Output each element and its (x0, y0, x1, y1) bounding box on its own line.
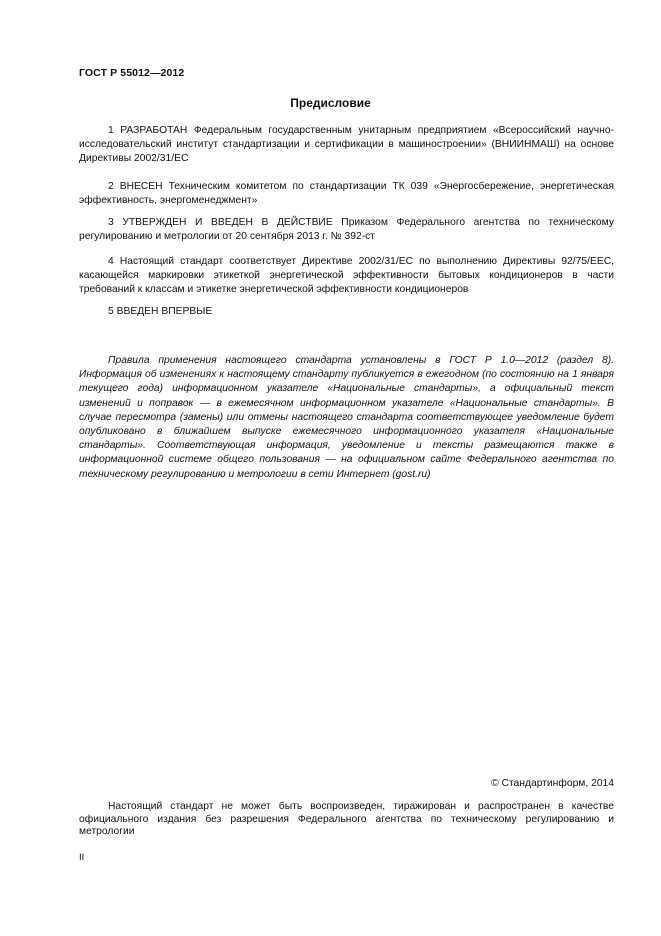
reproduction-notice: Настоящий стандарт не может быть воспроизведен, тиражирован и распространен в качестве официального издания без разрешения Федерального агентства по техническому регулированию и метрологии (79, 801, 614, 837)
page-number: II (79, 852, 85, 863)
copyright: © Стандартинформ, 2014 (491, 778, 614, 789)
paragraph-approved: 3 УТВЕРЖДЕН И ВВЕДЕН В ДЕЙСТВИЕ Приказом Федерального агентства по техническому регулированию и метрологии от 20 сентября 2013 г. № 392-ст (79, 217, 614, 243)
paragraph-introduced: 2 ВНЕСЕН Техническим комитетом по стандартизации ТК 039 «Энергосбережение, энергетическая эффективность, энергоменеджмент» (79, 181, 614, 207)
paragraph-developed: 1 РАЗРАБОТАН Федеральным государственным унитарным предприятием «Всероссийский научно-исследовательский институт стандартизации и сертификации в машиностроении» (ВНИИНМАШ) на основе Директивы 2002/31/ЕС (79, 125, 614, 165)
page-title: Предисловие (290, 96, 371, 110)
paragraph-conformity: 4 Настоящий стандарт соответствует Директиве 2002/31/ЕС по выполнению Директивы 92/75/ЕЕС, касающейся маркировки этикеткой энергетической эффективности бытовых кондиционеров в части требований к классам и этикетке энергетической эффективности кондиционеров (79, 256, 614, 296)
paragraph-first-introduced: 5 ВВЕДЕН ВПЕРВЫЕ (108, 306, 213, 317)
rules-note: Правила применения настоящего стандарта установлены в ГОСТ Р 1.0—2012 (раздел 8). Информация об изменениях к настоящему стандарту публикуется в ежегодном (по состоянию на 1 января текущего года) информационном указателе «Национальные стандарты», а официальный текст изменений и поправок — в ежемесячном информационном указателе «Национальные стандарты». В случае пересмотра (замены) или отмены настоящего стандарта соответствующее уведомление будет опубликовано в ближайшем выпуске ежемесячного информационного указателя «Национальные стандарты». Соответствующая информация, уведомление и тексты размещаются также в информационной системе общего пользования — на официальном сайте Федерального агентства по техническому регулированию и метрологии в сети Интернет (gost.ru) (79, 355, 614, 480)
document-code: ГОСТ Р 55012—2012 (79, 67, 185, 79)
